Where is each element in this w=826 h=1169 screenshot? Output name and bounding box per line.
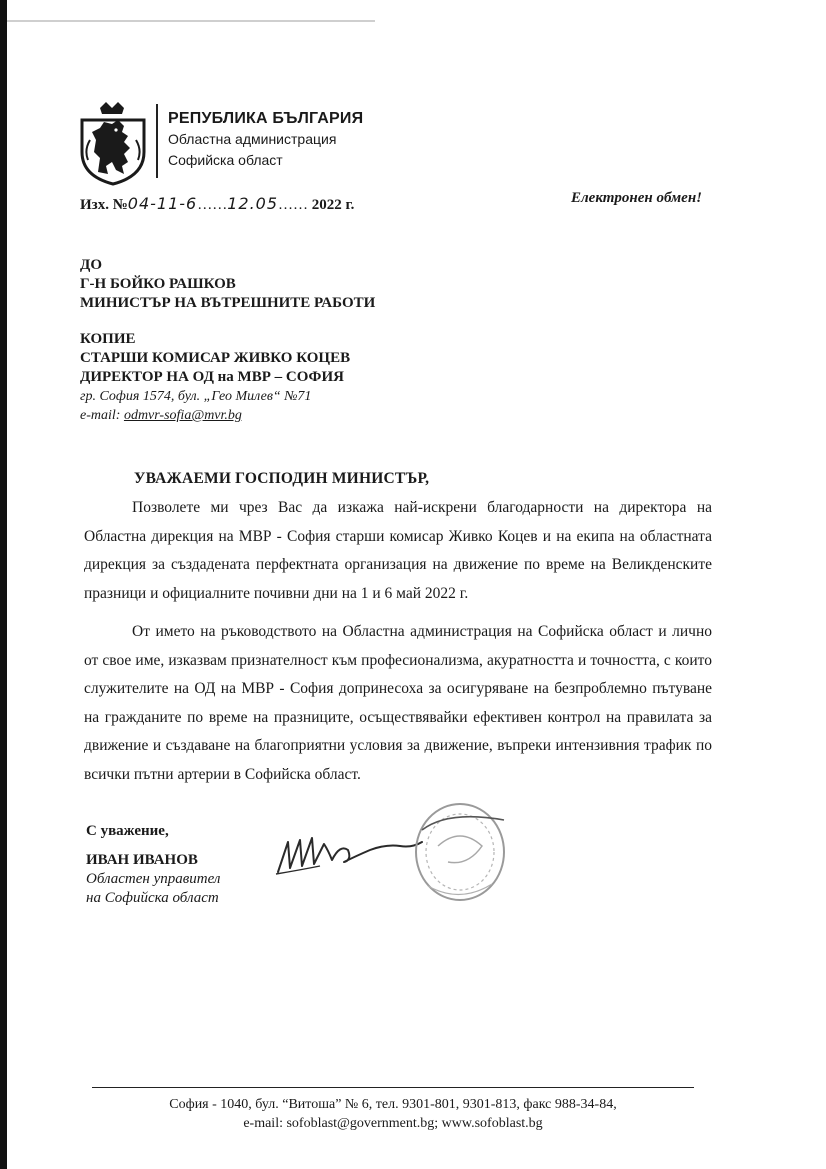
copy-block	[80, 330, 350, 425]
header-divider	[156, 104, 158, 178]
scan-edge-shadow	[0, 0, 7, 1169]
addressee-name: Г-Н БОЙКО РАШКОВ	[80, 276, 236, 292]
signature-icon	[270, 820, 430, 880]
letter-body	[84, 494, 712, 789]
salutation: УВАЖАЕМИ ГОСПОДИН МИНИСТЪР,	[134, 470, 430, 487]
scan-top-artifact	[7, 20, 375, 22]
addressee-position: МИНИСТЪР НА ВЪТРЕШНИТЕ РАБОТИ	[80, 295, 376, 311]
outgoing-reference: Изх. №04-11-6……12.05…… 2022 г.	[80, 194, 355, 213]
org-country: РЕПУБЛИКА БЪЛГАРИЯ	[168, 110, 364, 127]
paragraph-2: От името на ръководството на Областна администрация на Софийска област и лично от свое име, изказвам признателност към професионализма, акуратността и точността, с които служителите на ОД на МВР - София допринесоха за осигуряване на безпроблемно пътуване на гражданите по време на празниците, осъществявайки ефективен контрол на правилата за движение и създаване на благоприятни условия за движение, въпреки интензивния трафик по всички пътни артерии в Софийска област.	[84, 623, 712, 783]
addressee-block	[80, 256, 375, 313]
org-region: Софийска област	[168, 152, 283, 168]
ref-date: 12.05	[227, 194, 279, 213]
copy-name: СТАРШИ КОМИСАР ЖИВКО КОЦЕВ	[80, 350, 351, 366]
ref-prefix: Изх. №	[80, 197, 128, 213]
copy-email-line	[80, 406, 350, 425]
signer-name: ИВАН ИВАНОВ	[86, 852, 198, 868]
official-stamp-icon	[408, 796, 512, 906]
copy-position: ДИРЕКТОР НА ОД на МВР – СОФИЯ	[80, 369, 344, 385]
to-label: ДО	[80, 257, 102, 273]
footer-address: София - 1040, бул. “Витоша” № 6, тел. 9301-801, 9301-813, факс 988-34-84,	[169, 1097, 617, 1112]
org-administration: Областна администрация	[168, 131, 337, 147]
footer	[92, 1095, 694, 1133]
organization-block	[168, 108, 363, 171]
ref-number: 04-11-6	[127, 194, 198, 213]
footer-divider	[92, 1087, 694, 1088]
copy-label: КОПИЕ	[80, 331, 136, 347]
electronic-exchange-note: Електронен обмен!	[570, 190, 702, 206]
ref-year: 2022 г.	[311, 197, 355, 213]
regards: С уважение,	[86, 823, 169, 839]
signer-title-2: на Софийска област	[86, 890, 219, 906]
signer-title-1: Областен управител	[86, 871, 221, 887]
copy-email-link[interactable]: odmvr-sofia@mvr.bg	[123, 408, 242, 423]
lion-crest-icon	[78, 100, 148, 186]
footer-contacts: e-mail: sofoblast@government.bg; www.sofoblast.bg	[243, 1116, 543, 1131]
copy-email-label: e-mail:	[80, 408, 121, 423]
copy-address: гр. София 1574, бул. „Гео Милев“ №71	[80, 389, 312, 404]
closing-block	[86, 822, 220, 908]
paragraph-1: Позволете ми чрез Вас да изкажа най-искрени благодарности на директора на Областна дирекция на МВР - София старши комисар Живко Коцев и на екипа на областната дирекция за създадената перфектната организация на движение по време на Великденските празници и официалните почивни дни на 1 и 6 май 2022 г.	[84, 499, 712, 602]
